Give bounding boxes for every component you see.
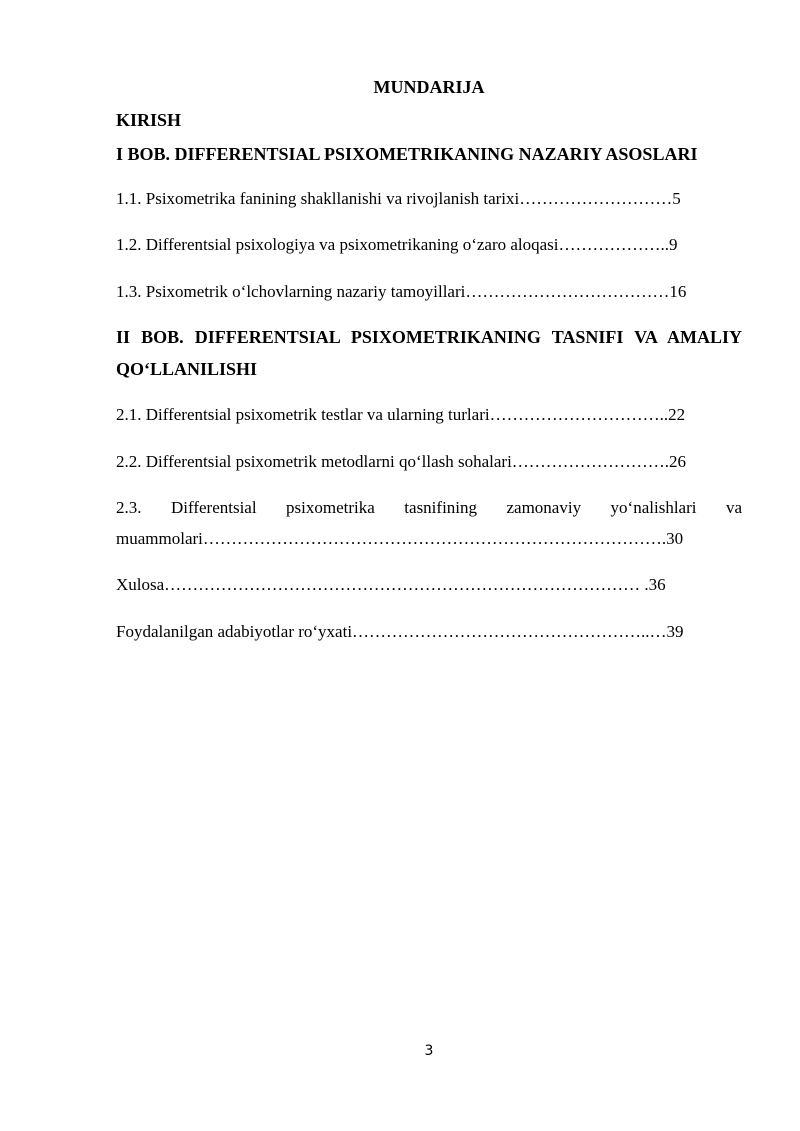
page-number: 3 [424,1043,434,1059]
chapter-2-heading-line1: II BOB. DIFFERENTSIAL PSIXOMETRIKANING TASNIFI VA AMALIY [116,327,742,347]
chapter-2-heading-line2: QO‘LLANILISHI [116,359,258,379]
toc-entry-conclusion: Xulosa………………………………………………………………………… .36 [116,575,666,594]
toc-entry-2-3-line2: muammolari……………………………………………………………………….30 [116,529,684,548]
toc-entry-2-2: 2.2. Differentsial psixometrik metodlarni qo‘llash sohalari……………………….26 [116,452,687,471]
intro-heading: KIRISH [116,110,182,130]
toc-entry-1-3: 1.3. Psixometrik o‘lchovlarning nazariy tamoyillari………………………………16 [116,282,687,301]
toc-entry-2-3-line1: 2.3. Differentsial psixometrika tasnifining zamonaviy yo‘nalishlari va [116,498,742,517]
toc-title: MUNDARIJA [373,77,485,97]
toc-entry-1-2: 1.2. Differentsial psixologiya va psixometrikaning o‘zaro aloqasi………………..9 [116,235,678,254]
chapter-1-heading: I BOB. DIFFERENTSIAL PSIXOMETRIKANING NAZARIY ASOSLARI [116,144,698,164]
toc-entry-2-1: 2.1. Differentsial psixometrik testlar va ularning turlari…………………………..22 [116,405,686,424]
toc-entry-1-1: 1.1. Psixometrika fanining shakllanishi va rivojlanish tarixi………………………5 [116,189,681,208]
toc-entry-references: Foydalanilgan adabiyotlar ro‘yxati……………………………………………..…39 [116,622,684,641]
